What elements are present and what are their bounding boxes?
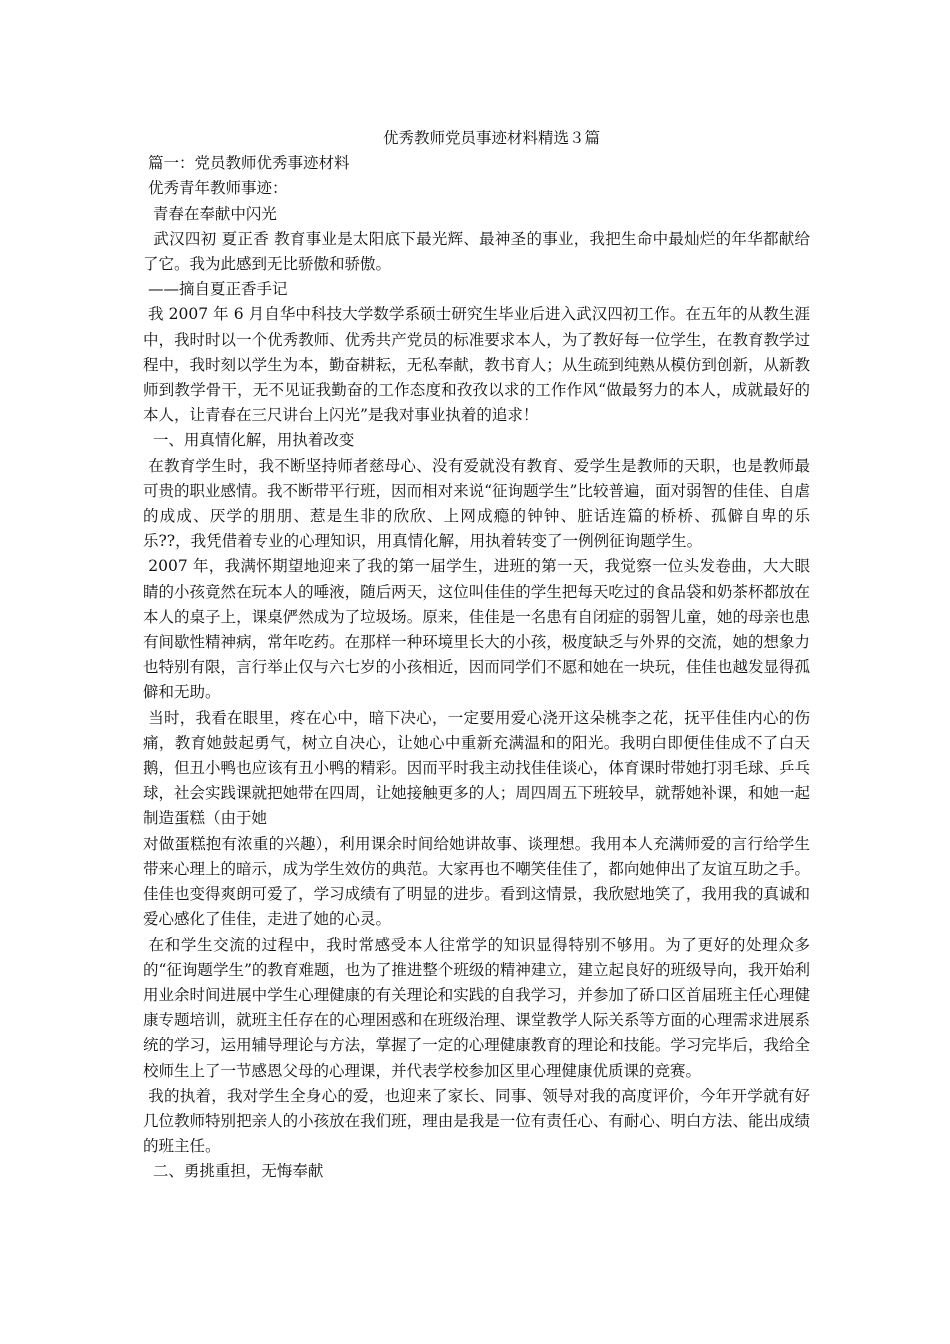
document-title: 优秀教师党员事迹材料精选３篇: [382, 129, 600, 147]
subheading: 优秀青年教师事迹：: [143, 179, 288, 198]
body-paragraph: 在和学生交流的过程中，我时常感受本人往常学的知识显得特别不够用。为了更好的处理众多的“征询题学生”的教育难题，也为了推进整个班级的精神建立，建立起良好的班级导向，我开始利用业余时间进展中学生心理健康的有关理论和实践的自我学习，并参加了硚口区首届班主任心理健康专题培训，就班主任存在的心理困惑和在班级治理、课堂教学人际关系等方面的心理需求进展系统的学习，运用辅导理论与方法，掌握了一定的心理健康教育的理论和技能。学习完毕后，我给全校师生上了一节感恩父母的心理课，并代表学校参加区里心理健康优质课的竞赛。: [143, 935, 810, 1080]
section-heading: 篇一：党员教师优秀事迹材料: [143, 154, 350, 173]
body-paragraph: 2007 年，我满怀期望地迎来了我的第一届学生，进班的第一天，我觉察一位头发卷曲，大大眼睛的小孩竟然在玩本人的唾液，随后两天，这位叫佳佳的学生把每天吃过的食品袋和奶茶杯都放在本人的桌子上，课桌俨然成为了垃圾场。原来，佳佳是一名患有自闭症的弱智儿童，她的母亲也患有间歇性精神病，常年吃药。在那样一种环境里长大的小孩，极度缺乏与外界的交流，她的想象力也特别有限，言行举止仅与六七岁的小孩相近，因而同学们不愿和她在一块玩，佳佳也越发显得孤僻和无助。: [143, 557, 810, 702]
section-subheading: 二、勇挑重担，无悔奉献: [143, 1162, 324, 1181]
document-page: [143, 126, 810, 1185]
body-paragraph: 我 2007 年 6 月自华中科技大学数学系硕士研究生毕业后进入武汉四初工作。在五年的从教生涯中，我时时以一个优秀教师、优秀共产党员的标准要求本人，为了教好每一位学生，在教育教学过程中，我时刻以学生为本，勤奋耕耘，无私奉献，教书育人；从生疏到纯熟从模仿到创新，从新教师到教学骨干，无不见证我勤奋的工作态度和孜孜以求的工作作风“做最努力的本人，成就最好的本人，让青春在三尺讲台上闪光”是我对事业执着的追求！: [143, 305, 810, 425]
body-paragraph: 我的执着，我对学生全身心的爱，也迎来了家长、同事、领导对我的高度评价，今年开学就有好几位教师特别把亲人的小孩放在我们班，理由是我是一位有责任心、有耐心、明白方法、能出成绩的班主任。: [143, 1086, 810, 1156]
article-title: 青春在奉献中闪光: [143, 204, 277, 223]
body-paragraph: 在教育学生时，我不断坚持师者慈母心、没有爱就没有教育、爱学生是教师的天职，也是教师最可贵的职业感情。我不断带平行班，因而相对来说“征询题学生”比较普遍，面对弱智的佳佳、自虐的成成、厌学的朋朋、惹是生非的欣欣、上网成瘾的钟钟、脏话连篇的桥桥、孤僻自卑的乐乐??，我凭借着专业的心理知识，用真情化解，用执着转变了一例例征询题学生。: [143, 456, 810, 551]
body-paragraph: 对做蛋糕抱有浓重的兴趣），利用课余时间给她讲故事、谈理想。我用本人充满师爱的言行给学生带来心理上的暗示，成为学生效仿的典范。大家再也不嘲笑佳佳了，都向她伸出了友谊互助之手。佳佳也变得爽朗可爱了，学习成绩有了明显的进步。看到这情景，我欣慰地笑了，我用我的真诚和爱心感化了佳佳，走进了她的心灵。: [143, 834, 810, 929]
motto-paragraph: 武汉四初 夏正香 教育事业是太阳底下最光辉、最神圣的事业，我把生命中最灿烂的年华都献给了它。我为此感到无比骄傲和骄傲。: [143, 229, 810, 274]
body-paragraph: 当时，我看在眼里，疼在心中，暗下决心，一定要用爱心浇开这朵桃李之花，抚平佳佳内心的伤痛，教育她鼓起勇气，树立自决心，让她心中重新充满温和的阳光。我明白即便佳佳成不了白天鹅，但丑小鸭也应该有丑小鸭的精彩。因而平时我主动找佳佳谈心，体育课时带她打羽毛球、乒乓球，社会实践课就把她带在四周，让她接触更多的人；周四周五下班较早，就帮她补课，和她一起制造蛋糕（由于她: [143, 708, 810, 828]
section-subheading: 一、用真情化解，用执着改变: [143, 431, 355, 450]
motto-source: ——摘自夏正香手记: [143, 280, 288, 299]
